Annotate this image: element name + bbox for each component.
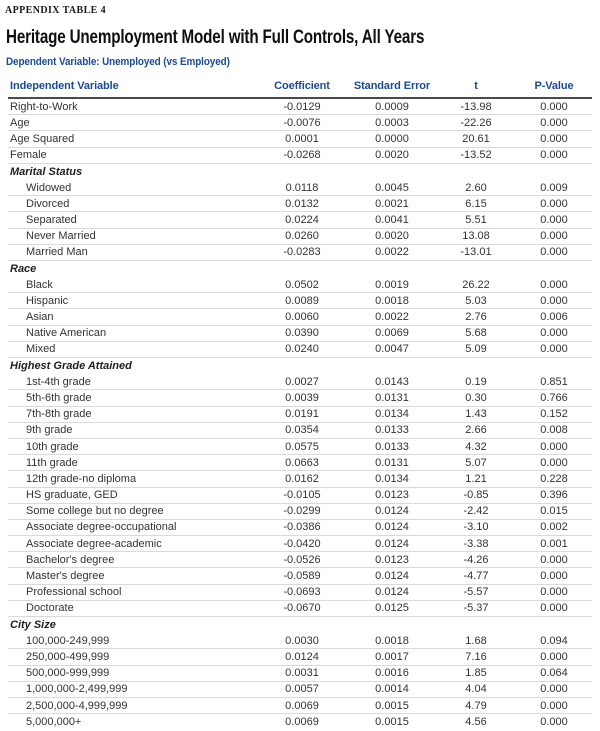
table-row [8, 180, 592, 196]
t-cell: 4.32 [465, 440, 487, 453]
p-value-cell: 0.396 [540, 489, 568, 502]
t-cell: 4.04 [465, 683, 487, 696]
row-label: Separated [26, 213, 77, 226]
coefficient-cell: -0.0105 [283, 489, 321, 502]
standard-error-cell: 0.0124 [375, 570, 409, 583]
standard-error-cell: 0.0133 [375, 424, 409, 437]
p-value-cell: 0.000 [540, 278, 568, 291]
coefficient-cell: 0.0390 [285, 327, 319, 340]
standard-error-cell: 0.0022 [375, 246, 409, 259]
p-value-cell: 0.000 [540, 715, 568, 728]
standard-error-cell: 0.0041 [375, 213, 409, 226]
section-row [8, 164, 592, 180]
p-value-cell: 0.002 [540, 521, 568, 534]
coefficient-cell: 0.0124 [285, 650, 319, 663]
row-label: Widowed [26, 181, 72, 194]
standard-error-cell: 0.0124 [375, 586, 409, 599]
row-label: 1st-4th grade [26, 375, 91, 388]
table-row [8, 229, 592, 245]
table-row [8, 649, 592, 665]
row-label: Mixed [26, 343, 56, 356]
table-row [8, 390, 592, 406]
row-label: 250,000-499,999 [26, 650, 110, 663]
row-label: HS graduate, GED [26, 489, 118, 502]
coefficient-cell: 0.0069 [285, 699, 319, 712]
p-value-cell: 0.000 [540, 132, 568, 145]
p-value-cell: 0.006 [540, 311, 568, 324]
col-header-t: t [474, 80, 478, 92]
p-value-cell: 0.094 [540, 634, 568, 647]
coefficient-cell: -0.0268 [283, 149, 321, 162]
coefficient-cell: 0.0663 [285, 456, 319, 469]
p-value-cell: 0.000 [540, 213, 568, 226]
regression-table [8, 77, 592, 730]
table-row [8, 666, 592, 682]
t-cell: 13.08 [462, 230, 490, 243]
standard-error-cell: 0.0069 [375, 327, 409, 340]
table-row [8, 714, 592, 730]
section-row [8, 358, 592, 374]
t-cell: 1.68 [465, 634, 487, 647]
coefficient-cell: -0.0420 [283, 537, 321, 550]
coefficient-cell: -0.0386 [283, 521, 321, 534]
p-value-cell: 0.000 [540, 456, 568, 469]
p-value-cell: 0.008 [540, 424, 568, 437]
t-cell: 7.16 [465, 650, 487, 663]
standard-error-cell: 0.0047 [375, 343, 409, 356]
t-cell: 4.79 [465, 699, 487, 712]
section-row [8, 261, 592, 277]
standard-error-cell: 0.0021 [375, 197, 409, 210]
col-header-standard-error: Standard Error [353, 80, 431, 92]
section-row [8, 617, 592, 633]
standard-error-cell: 0.0014 [375, 683, 409, 696]
coefficient-cell: 0.0162 [285, 472, 319, 485]
p-value-cell: 0.766 [540, 391, 568, 404]
coefficient-cell: 0.0118 [285, 181, 319, 194]
t-cell: -22.26 [460, 116, 492, 129]
table-row [8, 520, 592, 536]
coefficient-cell: -0.0589 [283, 570, 321, 583]
coefficient-cell: 0.0502 [285, 278, 319, 291]
row-label: Master's degree [26, 570, 105, 583]
coefficient-cell: 0.0575 [285, 440, 319, 453]
row-label: Professional school [26, 586, 122, 599]
table-row [8, 504, 592, 520]
t-cell: 26.22 [462, 278, 490, 291]
p-value-cell: 0.000 [540, 602, 568, 615]
row-label: 1,000,000-2,499,999 [26, 683, 128, 696]
p-value-cell: 0.064 [540, 667, 568, 680]
table-row [8, 536, 592, 552]
standard-error-cell: 0.0020 [375, 149, 409, 162]
row-label: Native American [26, 327, 107, 340]
page-title: Heritage Unemployment Model with Full Controls, All Years [6, 27, 425, 48]
p-value-cell: 0.000 [540, 294, 568, 307]
standard-error-cell: 0.0018 [375, 294, 409, 307]
t-cell: 5.03 [465, 294, 487, 307]
row-label: Never Married [26, 230, 96, 243]
row-label: 7th-8th grade [26, 408, 92, 421]
row-label: 500,000-999,999 [26, 667, 110, 680]
standard-error-cell: 0.0015 [375, 699, 409, 712]
p-value-cell: 0.000 [540, 149, 568, 162]
standard-error-cell: 0.0123 [375, 489, 409, 502]
table-row [8, 682, 592, 698]
row-label: Female [10, 149, 47, 162]
standard-error-cell: 0.0131 [375, 456, 409, 469]
row-label: Asian [26, 311, 54, 324]
t-cell: 5.51 [465, 213, 487, 226]
table-row [8, 342, 592, 358]
row-label: Married Man [26, 246, 88, 259]
p-value-cell: 0.000 [540, 650, 568, 663]
t-cell: -13.01 [460, 246, 492, 259]
table-row [8, 115, 592, 131]
table-row [8, 131, 592, 147]
table-row [8, 633, 592, 649]
table-header-row [8, 77, 592, 99]
table-row [8, 245, 592, 261]
row-label: Some college but no degree [26, 505, 164, 518]
table-eyebrow: APPENDIX TABLE 4 [5, 5, 107, 16]
table-row [8, 585, 592, 601]
t-cell: 20.61 [462, 132, 490, 145]
coefficient-cell: 0.0027 [285, 375, 319, 388]
coefficient-cell: -0.0526 [283, 553, 321, 566]
p-value-cell: 0.000 [540, 100, 568, 113]
row-label: 10th grade [26, 440, 79, 453]
p-value-cell: 0.228 [540, 472, 568, 485]
table-row [8, 148, 592, 164]
standard-error-cell: 0.0143 [375, 375, 409, 388]
standard-error-cell: 0.0020 [375, 230, 409, 243]
table-row [8, 326, 592, 342]
t-cell: -2.42 [463, 505, 489, 518]
standard-error-cell: 0.0000 [375, 132, 409, 145]
table-row [8, 212, 592, 228]
coefficient-cell: 0.0224 [285, 213, 319, 226]
row-label: 11th grade [26, 456, 78, 469]
col-header-independent-variable: Independent Variable [10, 80, 119, 92]
coefficient-cell: 0.0089 [285, 294, 319, 307]
row-label: Bachelor's degree [26, 553, 115, 566]
t-cell: 4.56 [465, 715, 487, 728]
p-value-cell: 0.000 [540, 570, 568, 583]
standard-error-cell: 0.0124 [375, 537, 409, 550]
standard-error-cell: 0.0131 [375, 391, 409, 404]
row-label: 9th grade [26, 424, 73, 437]
coefficient-cell: 0.0260 [285, 230, 319, 243]
table-row [8, 423, 592, 439]
standard-error-cell: 0.0134 [375, 472, 409, 485]
t-cell: -4.26 [463, 553, 489, 566]
t-cell: 2.60 [465, 181, 487, 194]
table-row [8, 568, 592, 584]
table-row [8, 196, 592, 212]
standard-error-cell: 0.0133 [375, 440, 409, 453]
row-label: 100,000-249,999 [26, 634, 110, 647]
coefficient-cell: 0.0031 [285, 667, 319, 680]
p-value-cell: 0.000 [540, 440, 568, 453]
row-label: 2,500,000-4,999,999 [26, 699, 128, 712]
table-row [8, 374, 592, 390]
standard-error-cell: 0.0134 [375, 408, 409, 421]
coefficient-cell: 0.0354 [285, 424, 319, 437]
p-value-cell: 0.000 [540, 683, 568, 696]
p-value-cell: 0.000 [540, 230, 568, 243]
p-value-cell: 0.000 [540, 586, 568, 599]
row-label: Right-to-Work [10, 100, 78, 113]
t-cell: 5.07 [465, 456, 487, 469]
t-cell: -5.57 [463, 586, 489, 599]
col-header-p-value: P-Value [534, 80, 574, 92]
coefficient-cell: 0.0132 [285, 197, 319, 210]
table-row [8, 552, 592, 568]
t-cell: 6.15 [465, 197, 487, 210]
coefficient-cell: 0.0069 [285, 715, 319, 728]
appendix-table-page [0, 5, 600, 730]
standard-error-cell: 0.0017 [375, 650, 409, 663]
col-header-coefficient: Coefficient [274, 80, 330, 92]
row-label: Race [10, 262, 37, 275]
table-row [8, 309, 592, 325]
coefficient-cell: 0.0191 [285, 408, 319, 421]
row-label: 5th-6th grade [26, 391, 92, 404]
standard-error-cell: 0.0018 [375, 634, 409, 647]
standard-error-cell: 0.0009 [375, 100, 409, 113]
table-row [8, 455, 592, 471]
p-value-cell: 0.015 [540, 505, 568, 518]
standard-error-cell: 0.0003 [375, 116, 409, 129]
row-label: Age Squared [10, 132, 75, 145]
row-label: Black [26, 278, 53, 291]
dependent-variable-label: Dependent Variable: Unemployed (vs Employed) [6, 56, 230, 68]
row-label: 5,000,000+ [26, 715, 82, 728]
row-label: Hispanic [26, 294, 69, 307]
standard-error-cell: 0.0124 [375, 521, 409, 534]
p-value-cell: 0.009 [540, 181, 568, 194]
t-cell: -13.52 [460, 149, 492, 162]
t-cell: 2.76 [465, 311, 487, 324]
standard-error-cell: 0.0045 [375, 181, 409, 194]
standard-error-cell: 0.0015 [375, 715, 409, 728]
p-value-cell: 0.000 [540, 116, 568, 129]
coefficient-cell: 0.0039 [285, 391, 319, 404]
t-cell: 1.85 [465, 667, 487, 680]
p-value-cell: 0.000 [540, 327, 568, 340]
p-value-cell: 0.152 [540, 408, 568, 421]
standard-error-cell: 0.0022 [375, 311, 409, 324]
t-cell: 5.68 [465, 327, 487, 340]
t-cell: -13.98 [460, 100, 492, 113]
coefficient-cell: -0.0670 [283, 602, 321, 615]
p-value-cell: 0.000 [540, 553, 568, 566]
table-row [8, 99, 592, 115]
coefficient-cell: -0.0693 [283, 586, 321, 599]
standard-error-cell: 0.0016 [375, 667, 409, 680]
row-label: Marital Status [10, 165, 83, 178]
row-label: Highest Grade Attained [10, 360, 132, 373]
p-value-cell: 0.000 [540, 246, 568, 259]
table-row [8, 601, 592, 617]
t-cell: 5.09 [465, 343, 487, 356]
p-value-cell: 0.001 [540, 537, 568, 550]
coefficient-cell: 0.0060 [285, 311, 319, 324]
t-cell: -3.10 [463, 521, 489, 534]
table-row [8, 471, 592, 487]
table-row [8, 488, 592, 504]
coefficient-cell: -0.0299 [283, 505, 321, 518]
coefficient-cell: 0.0030 [285, 634, 319, 647]
p-value-cell: 0.000 [540, 343, 568, 356]
row-label: Age [10, 116, 30, 129]
coefficient-cell: -0.0283 [283, 246, 321, 259]
coefficient-cell: 0.0057 [285, 683, 319, 696]
table-row [8, 439, 592, 455]
coefficient-cell: -0.0129 [283, 100, 321, 113]
t-cell: 1.43 [465, 408, 487, 421]
table-body [8, 99, 592, 730]
table-row [8, 293, 592, 309]
standard-error-cell: 0.0125 [375, 602, 409, 615]
row-label: Doctorate [26, 602, 74, 615]
row-label: Divorced [26, 197, 70, 210]
t-cell: 2.66 [465, 424, 487, 437]
table-row [8, 407, 592, 423]
t-cell: -5.37 [463, 602, 489, 615]
standard-error-cell: 0.0019 [375, 278, 409, 291]
t-cell: 0.19 [465, 375, 487, 388]
p-value-cell: 0.000 [540, 699, 568, 712]
t-cell: 1.21 [465, 472, 487, 485]
coefficient-cell: 0.0001 [285, 132, 319, 145]
table-row [8, 698, 592, 714]
row-label: Associate degree-occupational [26, 521, 177, 534]
coefficient-cell: -0.0076 [283, 116, 321, 129]
t-cell: -4.77 [463, 570, 489, 583]
p-value-cell: 0.851 [540, 375, 568, 388]
standard-error-cell: 0.0124 [375, 505, 409, 518]
row-label: 12th grade-no diploma [26, 472, 137, 485]
row-label: City Size [10, 619, 56, 632]
p-value-cell: 0.000 [540, 197, 568, 210]
t-cell: -3.38 [463, 537, 489, 550]
row-label: Associate degree-academic [26, 537, 162, 550]
coefficient-cell: 0.0240 [285, 343, 319, 356]
t-cell: 0.30 [465, 391, 487, 404]
t-cell: -0.85 [463, 489, 489, 502]
standard-error-cell: 0.0123 [375, 553, 409, 566]
table-row [8, 277, 592, 293]
